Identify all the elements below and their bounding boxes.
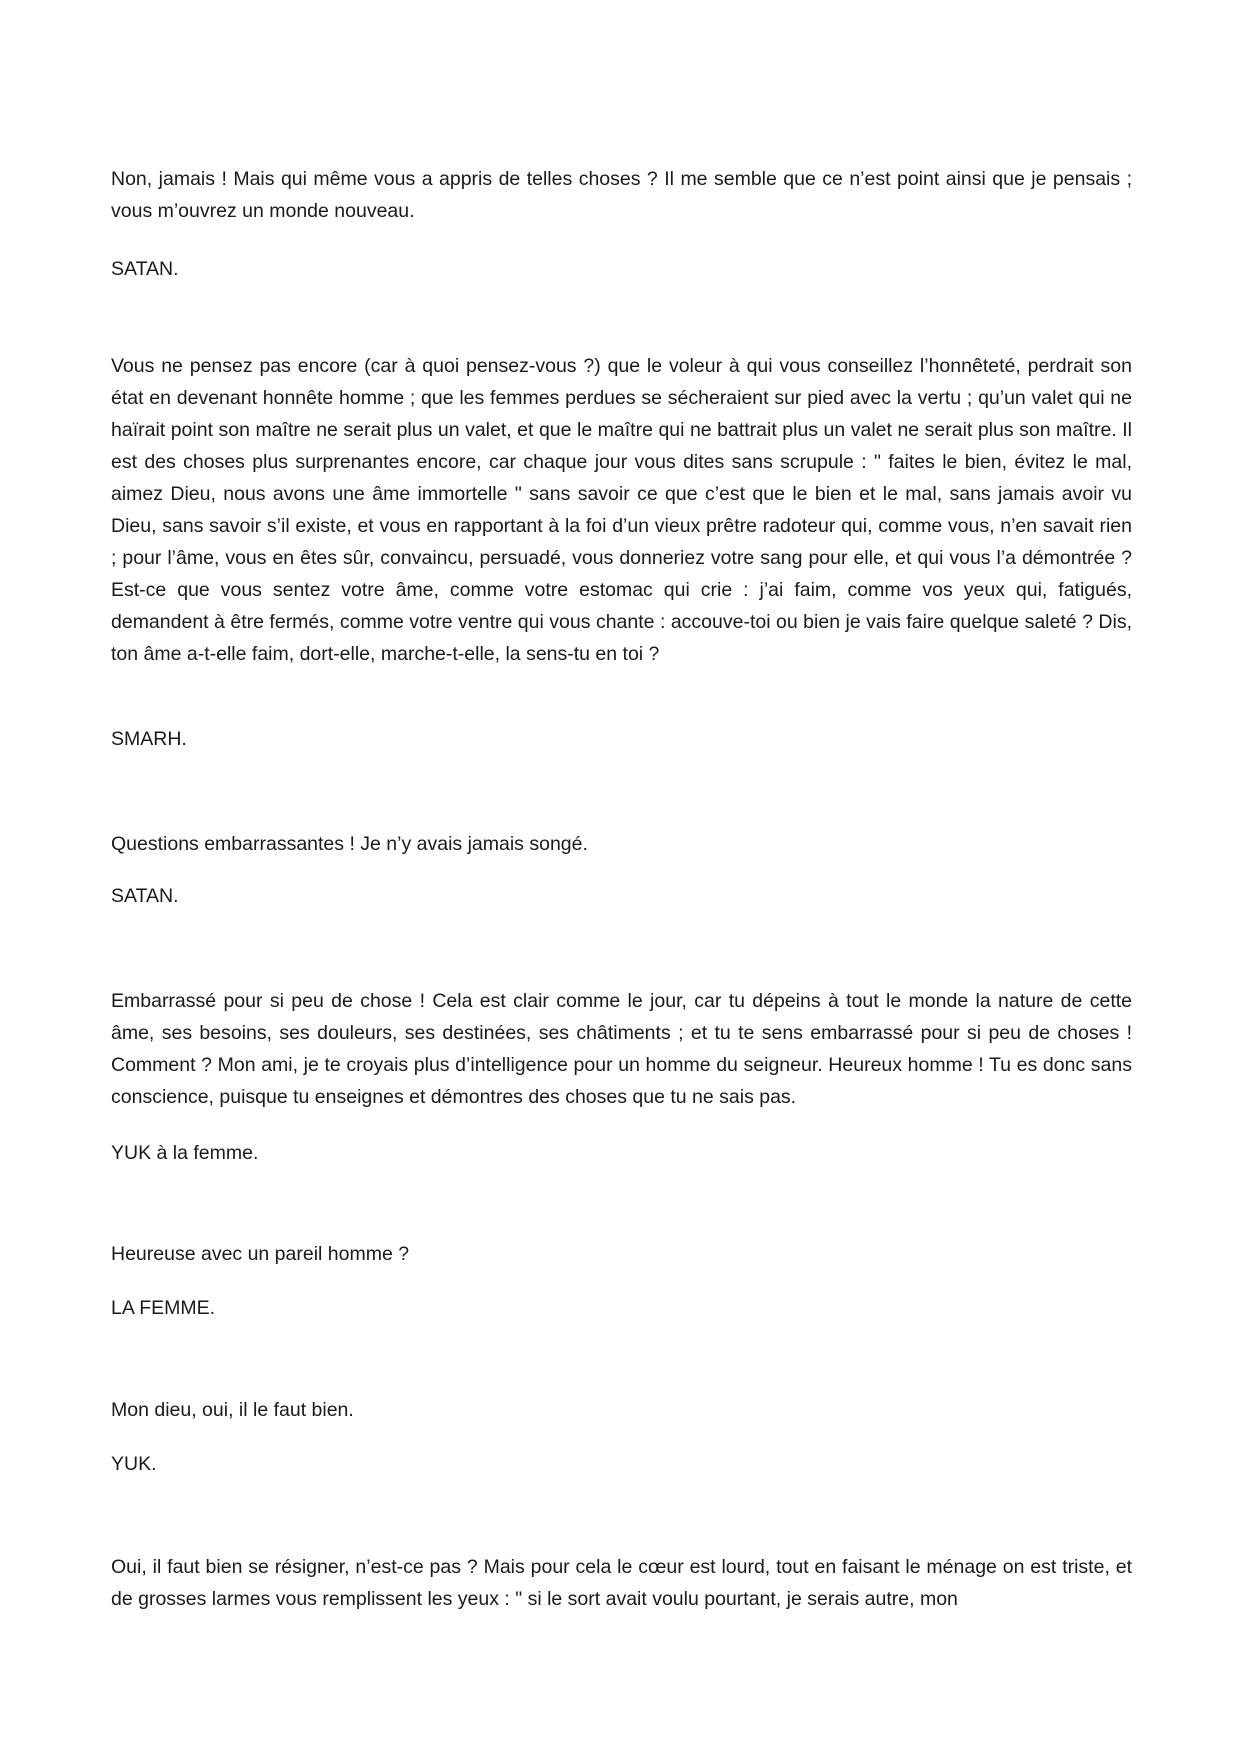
speech-paragraph: Vous ne pensez pas encore (car à quoi pensez-vous ?) que le voleur à qui vous conseillez l’honnêteté, perdrait son état en devenant honnête homme ; que les femmes perdues se sécheraient sur pied avec la vertu ; qu’un valet qui ne haïrait point son maître ne serait plus un valet, et que le maître qui ne battrait plus un valet ne serait plus son maître. Il est des choses plus surprenantes encore, car chaque jour vous dites sans scrupule : " faites le bien, évitez le mal, aimez Dieu, nous avons une âme immortelle " sans savoir ce que c’est que le bien et le mal, sans jamais avoir vu Dieu, sans savoir s’il existe, et vous en rapportant à la foi d’un vieux prêtre radoteur qui, comme vous, n’en savait rien ; pour l’âme, vous en êtes sûr, convaincu, persuadé, vous donneriez votre sang pour elle, et qui vous l’a démontrée ? Est-ce que vous sentez votre âme, comme votre estomac qui crie : j’ai faim, comme vos yeux qui, fatigués, demandent à être fermés, comme votre ventre qui vous chante : accouve-toi ou bien je vais faire quelque saleté ? Dis, ton âme a-t-elle faim, dort-elle, marche-t-elle, la sens-tu en toi ? bbox=[111, 355, 1132, 665]
speaker-name: LA FEMME. bbox=[111, 1297, 216, 1319]
speaker-name: YUK à la femme. bbox=[111, 1142, 259, 1164]
speech-paragraph: Mon dieu, oui, il le faut bien. bbox=[111, 1399, 354, 1421]
speaker-name: SATAN. bbox=[111, 258, 179, 280]
speaker-name: SATAN. bbox=[111, 885, 179, 907]
speaker-name: YUK. bbox=[111, 1453, 157, 1475]
speech-paragraph: Embarrassé pour si peu de chose ! Cela est clair comme le jour, car tu dépeins à tout le monde la nature de cette âme, ses besoins, ses douleurs, ses destinées, ses châtiments ; et tu te sens embarrassé pour si peu de choses ! Comment ? Mon ami, je te croyais plus d’intelligence pour un homme du seigneur. Heureux homme ! Tu es donc sans conscience, puisque tu enseignes et démontres des choses que tu ne sais pas. bbox=[111, 990, 1132, 1108]
speech-paragraph: Questions embarrassantes ! Je n’y avais jamais songé. bbox=[111, 833, 588, 855]
speaker-name: SMARH. bbox=[111, 728, 187, 750]
speech-paragraph: Non, jamais ! Mais qui même vous a appris de telles choses ? Il me semble que ce n’est point ainsi que je pensais ; vous m’ouvrez un monde nouveau. bbox=[111, 168, 1132, 222]
speech-paragraph: Heureuse avec un pareil homme ? bbox=[111, 1243, 410, 1265]
speech-paragraph: Oui, il faut bien se résigner, n’est-ce pas ? Mais pour cela le cœur est lourd, tout en faisant le ménage on est triste, et de grosses larmes vous remplissent les yeux : " si le sort avait voulu pourtant, je serais autre, mon bbox=[111, 1556, 1132, 1610]
